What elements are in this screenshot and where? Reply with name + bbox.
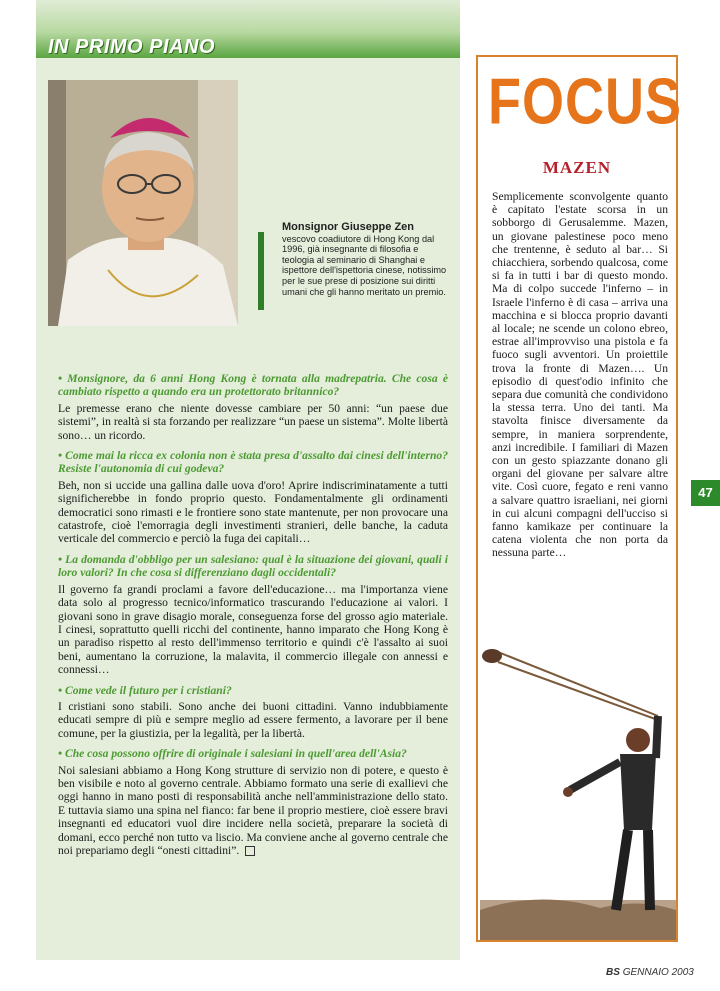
caption-name: Monsignor Giuseppe Zen bbox=[282, 221, 415, 233]
caption-text: vescovo coadiutore di Hong Kong dal 1996, già insegnante di filosofia e teologia al seminario di Shanghai e ispettore dell'ispettoria cinese, notissimo per le sue prese di posizione sui diritti umani che gli hanno meritato un premio. bbox=[282, 233, 447, 297]
bishop-portrait-image bbox=[48, 80, 238, 326]
focus-subtitle: MAZEN bbox=[542, 158, 612, 177]
slingshot-figure-image bbox=[480, 640, 676, 940]
interview-body bbox=[58, 372, 448, 864]
photo-caption bbox=[282, 222, 452, 297]
question-2: • Come mai la ricca ex colonia non è stata presa d'assalto dai cinesi dell'interno? Resiste l'autonomia di cui godeva? bbox=[58, 449, 448, 476]
section-title: IN PRIMO PIANO bbox=[48, 36, 216, 58]
footer-date: GENNAIO 2003 bbox=[622, 967, 694, 978]
question-1: • Monsignore, da 6 anni Hong Kong è tornata alla madrepatria. Che cosa è cambiato rispetto a quando era un protettorato britannico? bbox=[58, 372, 448, 399]
caption-accent-bar bbox=[258, 232, 264, 310]
answer-1: Le premesse erano che niente dovesse cambiare per 50 anni: “un paese due sistemi”, in realtà si sta forzando per realizzare “un paese un sistema”. Molte libertà sono… un ricordo. bbox=[58, 401, 448, 442]
focus-text bbox=[492, 190, 668, 560]
answer-5: Noi salesiani abbiamo a Hong Kong strutture di servizio non di potere, e questo è ben visibile e noto al governo centrale. Abbiamo formato una serie di exallievi che oggi hanno in mano posti di responsabilità anche nell'amministrazione dello stato. E tuttavia siamo una spina nel fianco: far bene il proprio mestiere, cioè essere bravi insegnanti ed educatori vuol dire incidere nella società, preparare la società di domani, ecco perché non tutto va liscio. Ma conviene anche al governo centrale che noi prepariamo degli “onesti cittadini”. bbox=[58, 763, 448, 857]
end-mark-icon bbox=[245, 846, 255, 856]
bishop-photo bbox=[48, 80, 238, 326]
page-number-tab: 47 bbox=[691, 480, 720, 506]
answer-2: Beh, non si uccide una gallina dalle uova d'oro! Aprire indiscriminatamente a tutti significherebbe in fondo proprio questo. Fondamentalmente gli ordinamenti democratici sono rimasti e le frontiere sono state mantenute, per non provocare una catastrofe, cioè l'emorragia degli investimenti stranieri, delle banche, la caduta verticale del commercio e perciò la fuga dei capitali… bbox=[58, 478, 448, 546]
question-5: • Che cosa possono offrire di originale i salesiani in quell'area dell'Asia? bbox=[58, 747, 407, 761]
focus-paragraph: Semplicemente sconvolgente quanto è capitato l'estate scorsa in un sobborgo di Gerusalemme. Mazen, un giovane palestinese poco meno che trentenne, è seduto al bar… Si chiacchiera, sorbendo qualcosa, come si fa in tutti i bar di questo mondo. Ma di colpo succede l'inferno – in Israele l'inferno è di casa – arriva una macchina e si blocca proprio davanti al locale; ne scende un colono ebreo, estrae all'improvviso una pistola e fa fuoco sugli avventori. Un proiettile trova la fronte di Mazen…. Un episodio di quest'odio infinito che separa due comunità che condividono la stessa terra. Uno dei tanti. Ma stavolta finisce diversamente da sempre, in maniera sorprendente, anzi incredibile. I familiari di Mazen con un gesto spiazzante donano gli organi del giovane per salvare altre vite. Così cuore, fegato e reni vanno a salvare quattro israeliani, nei giorni in cui alcuni compagni dell'ucciso si fanno kamikaze per continuare la catena violenta che non porta da nessuna parte… bbox=[492, 190, 668, 560]
answer-3: Il governo fa grandi proclami a favore dell'educazione… ma l'importanza viene data solo al progresso tecnico/informatico trascurando l'educazione ai valori. I giovani sono in grave disagio morale, conseguenza forse del grosso agio materiale. I cinesi, soprattutto quelli ricchi del continente, hanno imparato che Hong Kong è un paradiso rispetto al resto dell'immenso territorio e quindi c'è l'assalto ai suoi beni, aumentano la corruzione, la malavita, il commercio illegale con annessi e connessi… bbox=[58, 582, 448, 677]
focus-title: FOCUS bbox=[488, 66, 682, 138]
footer-magazine: BS bbox=[606, 967, 620, 978]
answer-5-paragraph bbox=[58, 764, 448, 858]
answer-4: I cristiani sono stabili. Sono anche dei buoni cittadini. Vanno indubbiamente educati sempre di più e sempre meglio ad essere fermento, a lavorare per il bene comune, per la giustizia, per la legalità, per la libertà. bbox=[58, 699, 448, 740]
page-footer bbox=[606, 967, 694, 978]
question-3: • La domanda d'obbligo per un salesiano: qual è la situazione dei giovani, quali i loro valori? In che cosa si differenziano dagli occidentali? bbox=[58, 552, 448, 580]
question-4: • Come vede il futuro per i cristiani? bbox=[58, 683, 232, 697]
